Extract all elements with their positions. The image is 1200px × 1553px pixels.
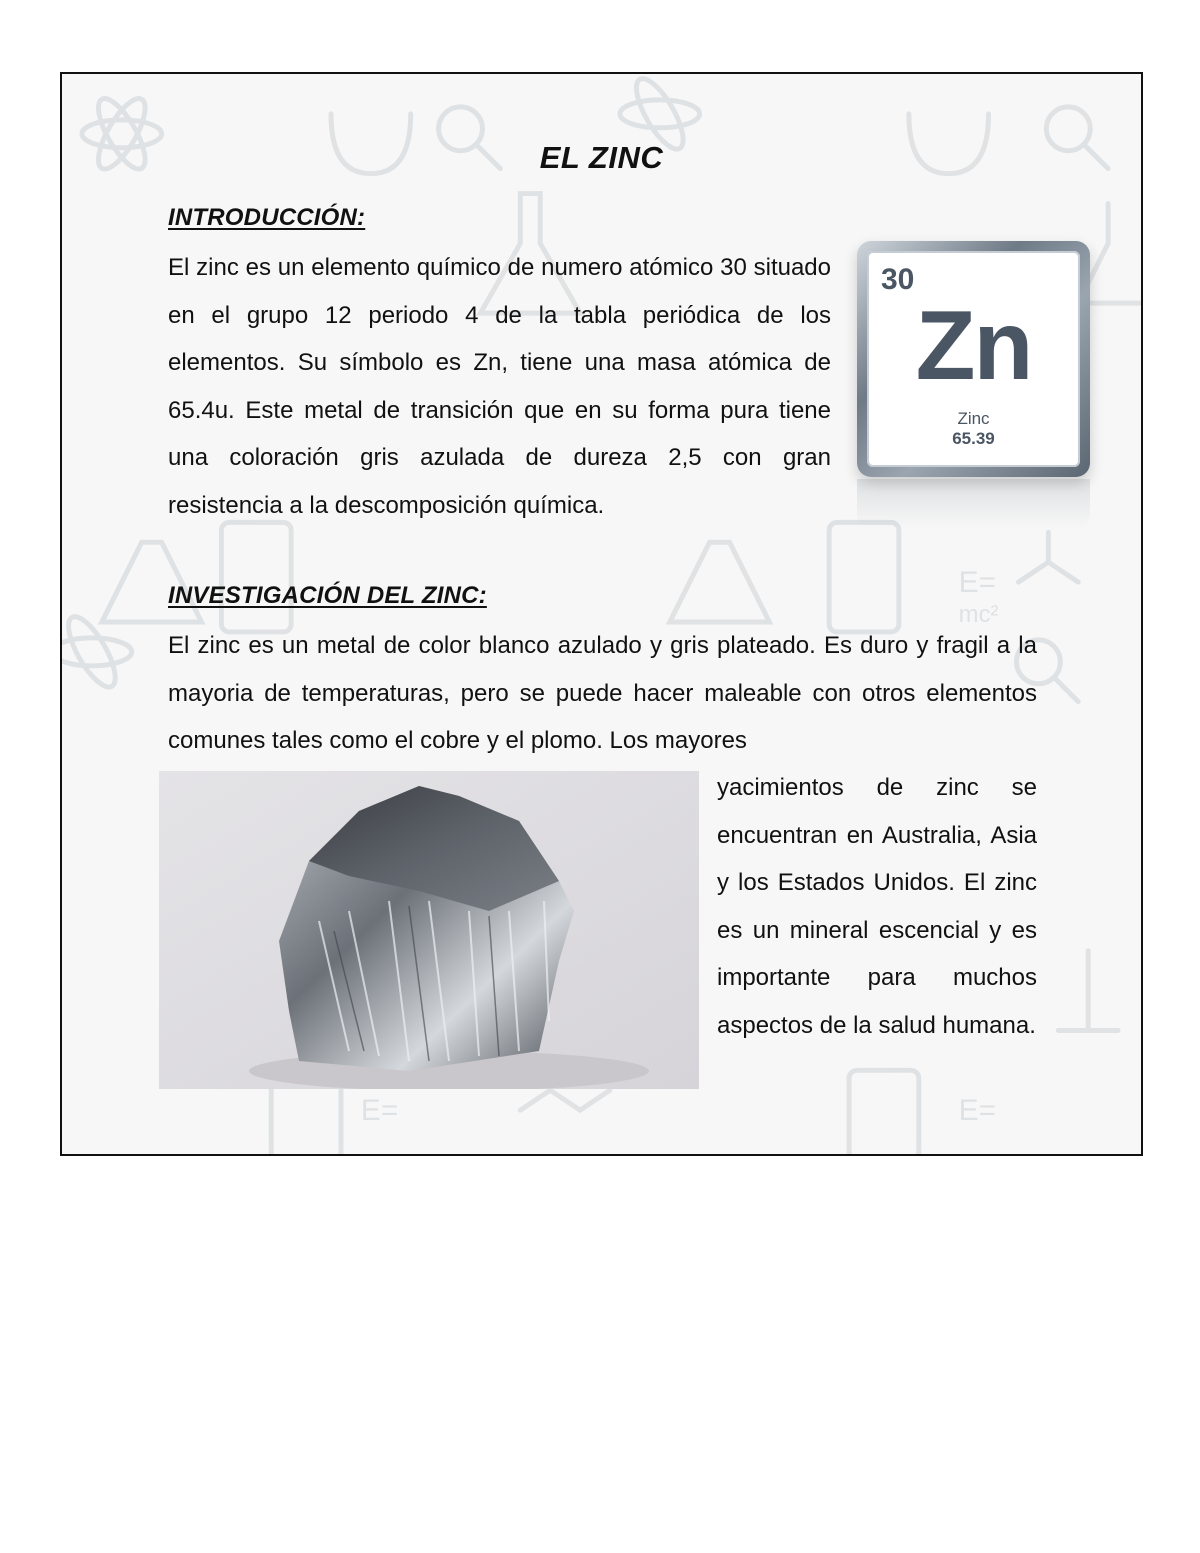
investigation-paragraph: El zinc es un metal de color blanco azulado y gris plateado. Es duro y fragil a la mayoria de temperaturas, pero se puede hacer maleable con otros elementos comunes tales como el cobre y el plomo. Los mayores xyxy=(168,632,1037,754)
zinc-metal-photo xyxy=(159,771,699,1089)
tile-reflection xyxy=(857,479,1090,529)
element-symbol: Zn xyxy=(915,290,1032,400)
page-title: EL ZINC xyxy=(539,140,664,175)
element-tile-face xyxy=(867,251,1080,467)
intro-paragraph: El zinc es un elemento químico de numero atómico 30 situado en el grupo 12 periodo 4 de la tabla periódica de los elementos. Su símbolo es Zn, tiene una masa atómica de 65.4u. Este metal de transición que en su forma pura tiene una coloración gris azulada de dureza 2,5 con gran resistencia a la descomposición química. xyxy=(168,254,831,519)
formula-doodle: E= xyxy=(958,1094,997,1128)
atomic-mass: 65.39 xyxy=(952,429,995,448)
zinc-element-tile xyxy=(857,241,1090,477)
atomic-number: 30 xyxy=(881,263,915,296)
element-name: Zinc xyxy=(957,409,990,428)
document-content xyxy=(62,74,1141,1154)
document-frame xyxy=(60,72,1143,1156)
intro-heading: INTRODUCCIÓN: xyxy=(168,204,366,231)
investigation-heading: INVESTIGACIÓN DEL ZINC: xyxy=(168,582,487,609)
investigation-side-paragraph: yacimientos de zinc se encuentran en Australia, Asia y los Estados Unidos. El zinc es un mineral escencial y es importante para muchos aspectos de la salud humana. xyxy=(717,774,1037,1039)
formula-doodle: mc² xyxy=(958,600,999,628)
formula-doodle: E= xyxy=(958,566,997,600)
formula-doodle: E= xyxy=(360,1094,399,1128)
